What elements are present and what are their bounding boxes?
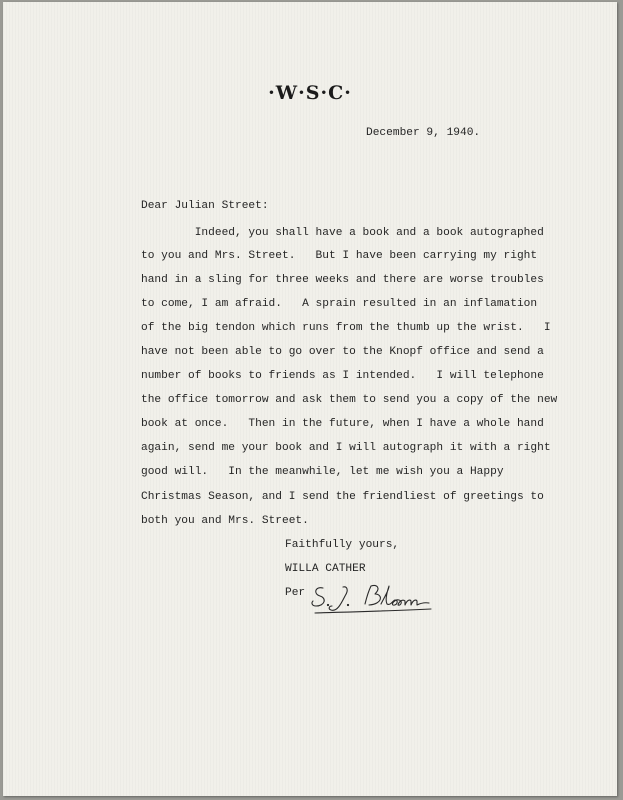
body-line: the office tomorrow and ask them to send you a copy of the new: [141, 394, 558, 406]
letter-page: [3, 2, 617, 796]
salutation: Dear Julian Street:: [141, 200, 269, 212]
body-line: good will. In the meanwhile, let me wish you a Happy: [141, 466, 504, 478]
body-line: Christmas Season, and I send the friendliest of greetings to: [141, 491, 544, 503]
body-line: hand in a sling for three weeks and there are worse troubles: [141, 274, 544, 286]
sender-name: WILLA CATHER: [285, 563, 366, 575]
closing: Faithfully yours,: [285, 539, 400, 551]
body-line: number of books to friends as I intended. I will telephone: [141, 370, 544, 382]
body-line: both you and Mrs. Street.: [141, 515, 309, 527]
body-line: again, send me your book and I will autograph it with a right: [141, 442, 551, 454]
body-line: of the big tendon which runs from the thumb up the wrist. I: [141, 322, 551, 334]
per-label: Per: [285, 587, 306, 599]
letter-date: December 9, 1940.: [366, 127, 481, 139]
handwritten-signature: [307, 582, 437, 618]
body-line: book at once. Then in the future, when I have a whole hand: [141, 418, 544, 430]
letterhead-monogram: ·W·S·C·: [268, 82, 352, 104]
body-line: to you and Mrs. Street. But I have been carrying my right: [141, 250, 538, 262]
body-line: have not been able to go over to the Knopf office and send a: [141, 346, 544, 358]
body-line: to come, I am afraid. A sprain resulted in an inflamation: [141, 298, 538, 310]
body-line: Indeed, you shall have a book and a book autographed: [141, 227, 544, 239]
